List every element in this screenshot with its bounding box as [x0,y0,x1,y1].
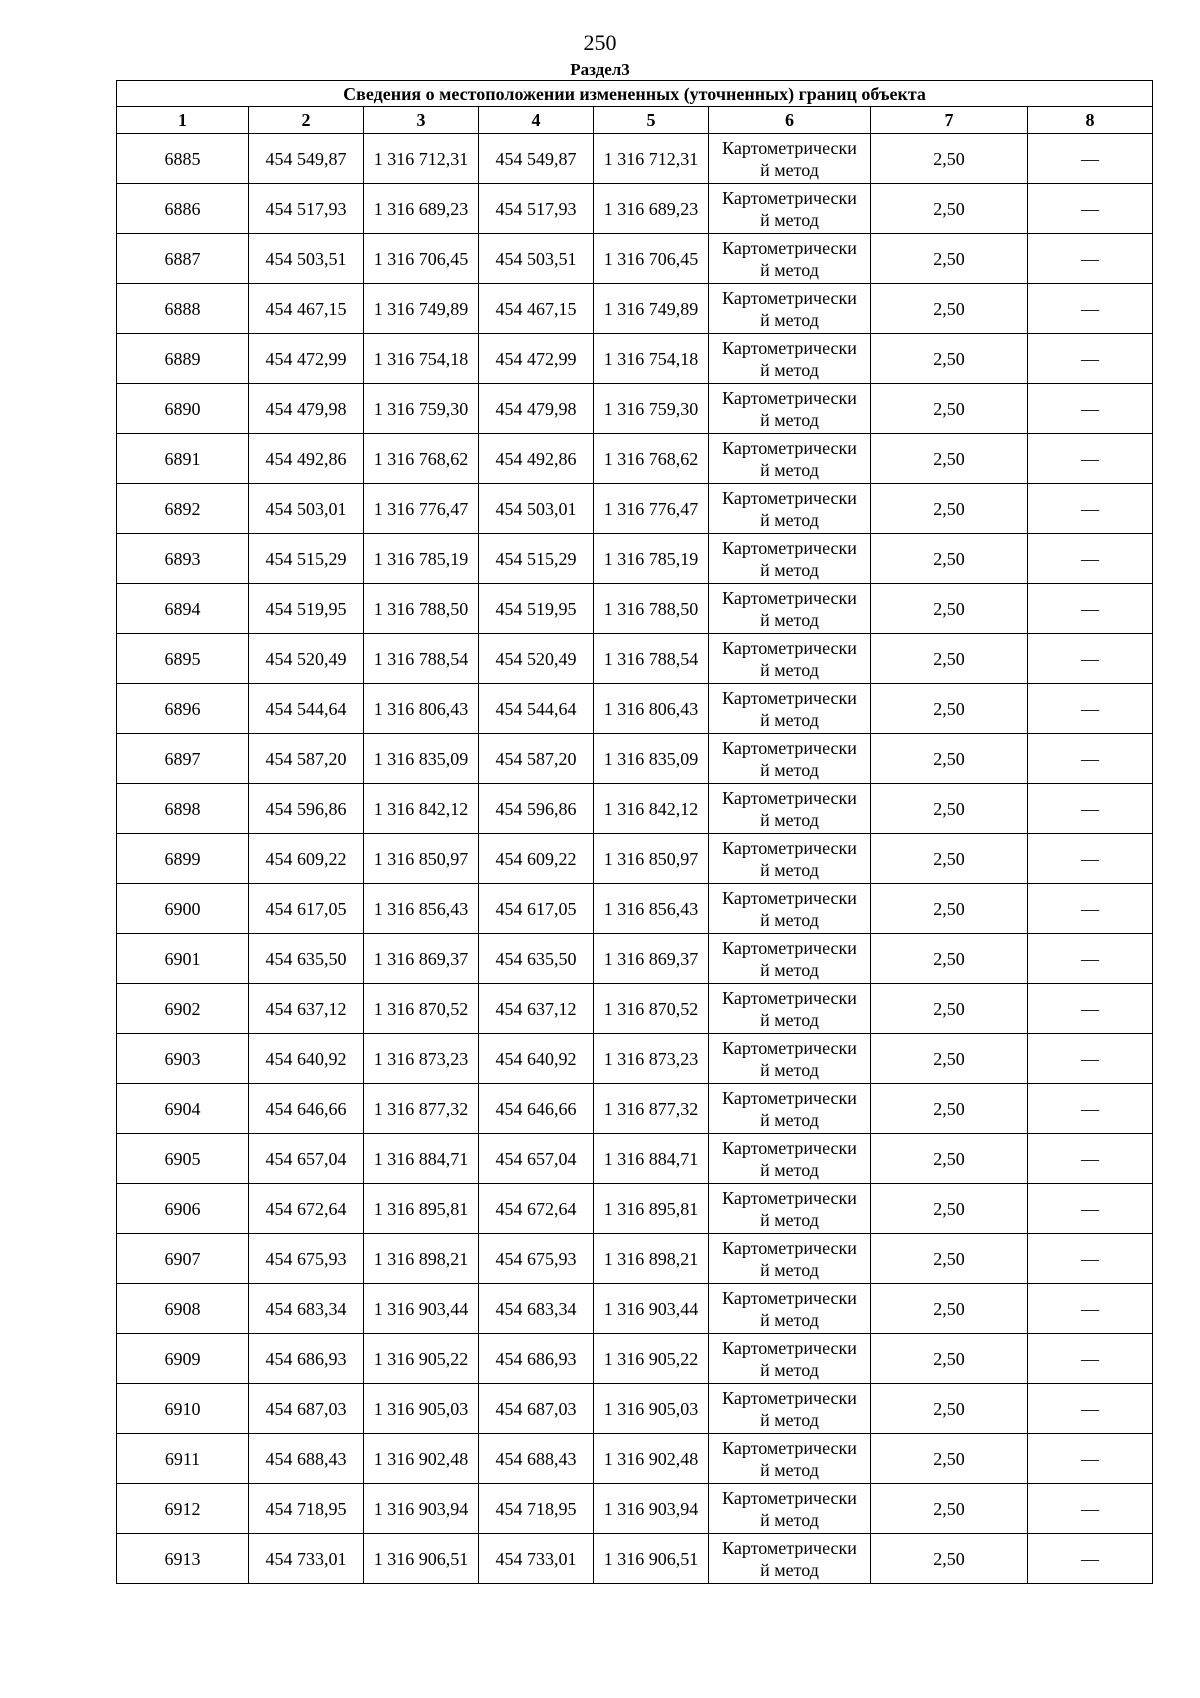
y-coordinate-cell: 1 316 776,47 [594,484,709,534]
table-row [117,984,1153,1034]
y-coordinate-cell: 1 316 906,51 [364,1534,479,1584]
y-coordinate-cell: 1 316 850,97 [594,834,709,884]
x-coordinate-cell: 454 718,95 [249,1484,364,1534]
table-row [117,184,1153,234]
accuracy-cell: 2,50 [871,784,1028,834]
description-cell: — [1028,1234,1153,1284]
description-cell: — [1028,134,1153,184]
y-coordinate-cell: 1 316 754,18 [594,334,709,384]
x-coordinate-cell: 454 688,43 [479,1434,594,1484]
table-row [117,934,1153,984]
table-row [117,1134,1153,1184]
point-number-cell: 6888 [117,284,249,334]
y-coordinate-cell: 1 316 806,43 [594,684,709,734]
description-cell: — [1028,684,1153,734]
y-coordinate-cell: 1 316 869,37 [364,934,479,984]
table-row [117,684,1153,734]
method-cell: Картометрически й метод [709,834,871,884]
x-coordinate-cell: 454 515,29 [249,534,364,584]
y-coordinate-cell: 1 316 842,12 [364,784,479,834]
table-row [117,1484,1153,1534]
y-coordinate-cell: 1 316 706,45 [364,234,479,284]
description-cell: — [1028,534,1153,584]
x-coordinate-cell: 454 640,92 [479,1034,594,1084]
method-cell: Картометрически й метод [709,934,871,984]
table-row [117,434,1153,484]
x-coordinate-cell: 454 587,20 [479,734,594,784]
column-number: 5 [594,107,709,134]
x-coordinate-cell: 454 675,93 [479,1234,594,1284]
accuracy-cell: 2,50 [871,234,1028,284]
y-coordinate-cell: 1 316 903,94 [594,1484,709,1534]
x-coordinate-cell: 454 718,95 [479,1484,594,1534]
x-coordinate-cell: 454 657,04 [249,1134,364,1184]
x-coordinate-cell: 454 549,87 [249,134,364,184]
accuracy-cell: 2,50 [871,384,1028,434]
y-coordinate-cell: 1 316 905,03 [364,1384,479,1434]
x-coordinate-cell: 454 467,15 [479,284,594,334]
method-cell: Картометрически й метод [709,984,871,1034]
method-cell: Картометрически й метод [709,1184,871,1234]
x-coordinate-cell: 454 515,29 [479,534,594,584]
accuracy-cell: 2,50 [871,184,1028,234]
accuracy-cell: 2,50 [871,1534,1028,1584]
accuracy-cell: 2,50 [871,1284,1028,1334]
method-cell: Картометрически й метод [709,1034,871,1084]
method-cell: Картометрически й метод [709,1084,871,1134]
y-coordinate-cell: 1 316 712,31 [364,134,479,184]
table-row [117,334,1153,384]
y-coordinate-cell: 1 316 749,89 [594,284,709,334]
y-coordinate-cell: 1 316 870,52 [594,984,709,1034]
x-coordinate-cell: 454 675,93 [249,1234,364,1284]
x-coordinate-cell: 454 472,99 [249,334,364,384]
x-coordinate-cell: 454 517,93 [479,184,594,234]
accuracy-cell: 2,50 [871,134,1028,184]
y-coordinate-cell: 1 316 712,31 [594,134,709,184]
x-coordinate-cell: 454 617,05 [249,884,364,934]
y-coordinate-cell: 1 316 835,09 [594,734,709,784]
table-row [117,234,1153,284]
point-number-cell: 6911 [117,1434,249,1484]
y-coordinate-cell: 1 316 850,97 [364,834,479,884]
y-coordinate-cell: 1 316 905,22 [364,1334,479,1384]
y-coordinate-cell: 1 316 873,23 [594,1034,709,1084]
table-row [117,1184,1153,1234]
y-coordinate-cell: 1 316 759,30 [594,384,709,434]
section-title: Раздел3 [570,60,630,79]
point-number-cell: 6890 [117,384,249,434]
point-number-cell: 6895 [117,634,249,684]
x-coordinate-cell: 454 686,93 [249,1334,364,1384]
description-cell: — [1028,634,1153,684]
method-cell: Картометрически й метод [709,284,871,334]
y-coordinate-cell: 1 316 788,54 [594,634,709,684]
table-row [117,1334,1153,1384]
description-cell: — [1028,1284,1153,1334]
accuracy-cell: 2,50 [871,284,1028,334]
x-coordinate-cell: 454 587,20 [249,734,364,784]
method-cell: Картометрически й метод [709,384,871,434]
table-row [117,1434,1153,1484]
description-cell: — [1028,184,1153,234]
x-coordinate-cell: 454 672,64 [249,1184,364,1234]
description-cell: — [1028,384,1153,434]
description-cell: — [1028,1184,1153,1234]
x-coordinate-cell: 454 672,64 [479,1184,594,1234]
point-number-cell: 6894 [117,584,249,634]
accuracy-cell: 2,50 [871,1234,1028,1284]
x-coordinate-cell: 454 657,04 [479,1134,594,1184]
description-cell: — [1028,1534,1153,1584]
y-coordinate-cell: 1 316 689,23 [594,184,709,234]
table-row [117,634,1153,684]
y-coordinate-cell: 1 316 759,30 [364,384,479,434]
point-number-cell: 6887 [117,234,249,284]
y-coordinate-cell: 1 316 902,48 [364,1434,479,1484]
table-row [117,1234,1153,1284]
point-number-cell: 6898 [117,784,249,834]
x-coordinate-cell: 454 519,95 [249,584,364,634]
x-coordinate-cell: 454 479,98 [249,384,364,434]
page-number: 250 [583,30,617,55]
method-cell: Картометрически й метод [709,334,871,384]
column-number: 3 [364,107,479,134]
y-coordinate-cell: 1 316 856,43 [364,884,479,934]
x-coordinate-cell: 454 472,99 [479,334,594,384]
x-coordinate-cell: 454 733,01 [249,1534,364,1584]
y-coordinate-cell: 1 316 768,62 [594,434,709,484]
accuracy-cell: 2,50 [871,884,1028,934]
y-coordinate-cell: 1 316 902,48 [594,1434,709,1484]
x-coordinate-cell: 454 733,01 [479,1534,594,1584]
y-coordinate-cell: 1 316 706,45 [594,234,709,284]
point-number-cell: 6900 [117,884,249,934]
description-cell: — [1028,284,1153,334]
method-cell: Картометрически й метод [709,1284,871,1334]
accuracy-cell: 2,50 [871,1334,1028,1384]
x-coordinate-cell: 454 687,03 [249,1384,364,1434]
method-cell: Картометрически й метод [709,484,871,534]
method-cell: Картометрически й метод [709,234,871,284]
y-coordinate-cell: 1 316 768,62 [364,434,479,484]
y-coordinate-cell: 1 316 776,47 [364,484,479,534]
point-number-cell: 6903 [117,1034,249,1084]
accuracy-cell: 2,50 [871,1484,1028,1534]
accuracy-cell: 2,50 [871,984,1028,1034]
method-cell: Картометрически й метод [709,1334,871,1384]
description-cell: — [1028,1084,1153,1134]
x-coordinate-cell: 454 549,87 [479,134,594,184]
y-coordinate-cell: 1 316 785,19 [364,534,479,584]
accuracy-cell: 2,50 [871,584,1028,634]
y-coordinate-cell: 1 316 903,44 [594,1284,709,1334]
method-cell: Картометрически й метод [709,734,871,784]
column-number: 1 [117,107,249,134]
point-number-cell: 6906 [117,1184,249,1234]
description-cell: — [1028,434,1153,484]
y-coordinate-cell: 1 316 903,44 [364,1284,479,1334]
column-number: 6 [709,107,871,134]
y-coordinate-cell: 1 316 749,89 [364,284,479,334]
description-cell: — [1028,334,1153,384]
point-number-cell: 6905 [117,1134,249,1184]
x-coordinate-cell: 454 467,15 [249,284,364,334]
x-coordinate-cell: 454 503,01 [479,484,594,534]
y-coordinate-cell: 1 316 806,43 [364,684,479,734]
table-row [117,884,1153,934]
point-number-cell: 6902 [117,984,249,1034]
point-number-cell: 6892 [117,484,249,534]
table-caption: Сведения о местоположении измененных (уточненных) границ объекта [117,81,1153,107]
accuracy-cell: 2,50 [871,1084,1028,1134]
x-coordinate-cell: 454 609,22 [249,834,364,884]
point-number-cell: 6885 [117,134,249,184]
method-cell: Картометрически й метод [709,884,871,934]
y-coordinate-cell: 1 316 895,81 [594,1184,709,1234]
y-coordinate-cell: 1 316 877,32 [364,1084,479,1134]
method-cell: Картометрически й метод [709,1434,871,1484]
accuracy-cell: 2,50 [871,434,1028,484]
accuracy-cell: 2,50 [871,1134,1028,1184]
y-coordinate-cell: 1 316 905,03 [594,1384,709,1434]
method-cell: Картометрически й метод [709,134,871,184]
x-coordinate-cell: 454 503,51 [479,234,594,284]
point-number-cell: 6907 [117,1234,249,1284]
point-number-cell: 6904 [117,1084,249,1134]
description-cell: — [1028,784,1153,834]
x-coordinate-cell: 454 637,12 [249,984,364,1034]
column-number: 4 [479,107,594,134]
column-number: 7 [871,107,1028,134]
description-cell: — [1028,884,1153,934]
description-cell: — [1028,1484,1153,1534]
x-coordinate-cell: 454 519,95 [479,584,594,634]
point-number-cell: 6899 [117,834,249,884]
table-row [117,734,1153,784]
description-cell: — [1028,484,1153,534]
table-row [117,134,1153,184]
table-row [117,1534,1153,1584]
table-row [117,384,1153,434]
x-coordinate-cell: 454 520,49 [479,634,594,684]
table-row [117,1384,1153,1434]
table-row [117,584,1153,634]
accuracy-cell: 2,50 [871,934,1028,984]
description-cell: — [1028,234,1153,284]
x-coordinate-cell: 454 503,01 [249,484,364,534]
x-coordinate-cell: 454 596,86 [249,784,364,834]
table-row [117,534,1153,584]
x-coordinate-cell: 454 688,43 [249,1434,364,1484]
table-row [117,484,1153,534]
accuracy-cell: 2,50 [871,684,1028,734]
accuracy-cell: 2,50 [871,534,1028,584]
y-coordinate-cell: 1 316 785,19 [594,534,709,584]
table-row [117,1034,1153,1084]
point-number-cell: 6908 [117,1284,249,1334]
point-number-cell: 6891 [117,434,249,484]
method-cell: Картометрически й метод [709,184,871,234]
description-cell: — [1028,1334,1153,1384]
accuracy-cell: 2,50 [871,1384,1028,1434]
point-number-cell: 6909 [117,1334,249,1384]
y-coordinate-cell: 1 316 754,18 [364,334,479,384]
x-coordinate-cell: 454 686,93 [479,1334,594,1384]
method-cell: Картометрически й метод [709,1384,871,1434]
y-coordinate-cell: 1 316 870,52 [364,984,479,1034]
y-coordinate-cell: 1 316 905,22 [594,1334,709,1384]
x-coordinate-cell: 454 479,98 [479,384,594,434]
accuracy-cell: 2,50 [871,334,1028,384]
x-coordinate-cell: 454 544,64 [249,684,364,734]
point-number-cell: 6886 [117,184,249,234]
method-cell: Картометрически й метод [709,434,871,484]
table-body [117,134,1153,1584]
y-coordinate-cell: 1 316 856,43 [594,884,709,934]
x-coordinate-cell: 454 683,34 [479,1284,594,1334]
y-coordinate-cell: 1 316 869,37 [594,934,709,984]
accuracy-cell: 2,50 [871,484,1028,534]
y-coordinate-cell: 1 316 898,21 [364,1234,479,1284]
method-cell: Картометрически й метод [709,1534,871,1584]
column-number: 2 [249,107,364,134]
method-cell: Картометрически й метод [709,534,871,584]
point-number-cell: 6913 [117,1534,249,1584]
x-coordinate-cell: 454 635,50 [479,934,594,984]
description-cell: — [1028,734,1153,784]
accuracy-cell: 2,50 [871,1034,1028,1084]
x-coordinate-cell: 454 635,50 [249,934,364,984]
x-coordinate-cell: 454 492,86 [479,434,594,484]
method-cell: Картометрически й метод [709,584,871,634]
table-row [117,784,1153,834]
x-coordinate-cell: 454 640,92 [249,1034,364,1084]
x-coordinate-cell: 454 503,51 [249,234,364,284]
y-coordinate-cell: 1 316 842,12 [594,784,709,834]
accuracy-cell: 2,50 [871,734,1028,784]
y-coordinate-cell: 1 316 906,51 [594,1534,709,1584]
accuracy-cell: 2,50 [871,834,1028,884]
point-number-cell: 6889 [117,334,249,384]
description-cell: — [1028,834,1153,884]
table-row [117,284,1153,334]
x-coordinate-cell: 454 517,93 [249,184,364,234]
y-coordinate-cell: 1 316 835,09 [364,734,479,784]
x-coordinate-cell: 454 520,49 [249,634,364,684]
y-coordinate-cell: 1 316 877,32 [594,1084,709,1134]
point-number-cell: 6893 [117,534,249,584]
x-coordinate-cell: 454 492,86 [249,434,364,484]
x-coordinate-cell: 454 683,34 [249,1284,364,1334]
description-cell: — [1028,1434,1153,1484]
description-cell: — [1028,584,1153,634]
table-caption-row [117,81,1153,107]
method-cell: Картометрически й метод [709,784,871,834]
y-coordinate-cell: 1 316 903,94 [364,1484,479,1534]
y-coordinate-cell: 1 316 895,81 [364,1184,479,1234]
coordinates-table [116,80,1153,1584]
point-number-cell: 6910 [117,1384,249,1434]
y-coordinate-cell: 1 316 689,23 [364,184,479,234]
x-coordinate-cell: 454 646,66 [479,1084,594,1134]
description-cell: — [1028,984,1153,1034]
y-coordinate-cell: 1 316 788,50 [594,584,709,634]
x-coordinate-cell: 454 596,86 [479,784,594,834]
x-coordinate-cell: 454 687,03 [479,1384,594,1434]
y-coordinate-cell: 1 316 884,71 [364,1134,479,1184]
method-cell: Картометрически й метод [709,684,871,734]
point-number-cell: 6912 [117,1484,249,1534]
point-number-cell: 6896 [117,684,249,734]
y-coordinate-cell: 1 316 873,23 [364,1034,479,1084]
accuracy-cell: 2,50 [871,634,1028,684]
point-number-cell: 6897 [117,734,249,784]
description-cell: — [1028,1034,1153,1084]
method-cell: Картометрически й метод [709,1484,871,1534]
accuracy-cell: 2,50 [871,1184,1028,1234]
y-coordinate-cell: 1 316 898,21 [594,1234,709,1284]
description-cell: — [1028,934,1153,984]
accuracy-cell: 2,50 [871,1434,1028,1484]
method-cell: Картометрически й метод [709,1234,871,1284]
x-coordinate-cell: 454 637,12 [479,984,594,1034]
description-cell: — [1028,1384,1153,1434]
method-cell: Картометрически й метод [709,1134,871,1184]
description-cell: — [1028,1134,1153,1184]
x-coordinate-cell: 454 617,05 [479,884,594,934]
table-row [117,1284,1153,1334]
table-row [117,1084,1153,1134]
method-cell: Картометрически й метод [709,634,871,684]
y-coordinate-cell: 1 316 884,71 [594,1134,709,1184]
point-number-cell: 6901 [117,934,249,984]
y-coordinate-cell: 1 316 788,50 [364,584,479,634]
y-coordinate-cell: 1 316 788,54 [364,634,479,684]
x-coordinate-cell: 454 544,64 [479,684,594,734]
x-coordinate-cell: 454 646,66 [249,1084,364,1134]
column-number-row [117,107,1153,134]
x-coordinate-cell: 454 609,22 [479,834,594,884]
column-number: 8 [1028,107,1153,134]
table-row [117,834,1153,884]
